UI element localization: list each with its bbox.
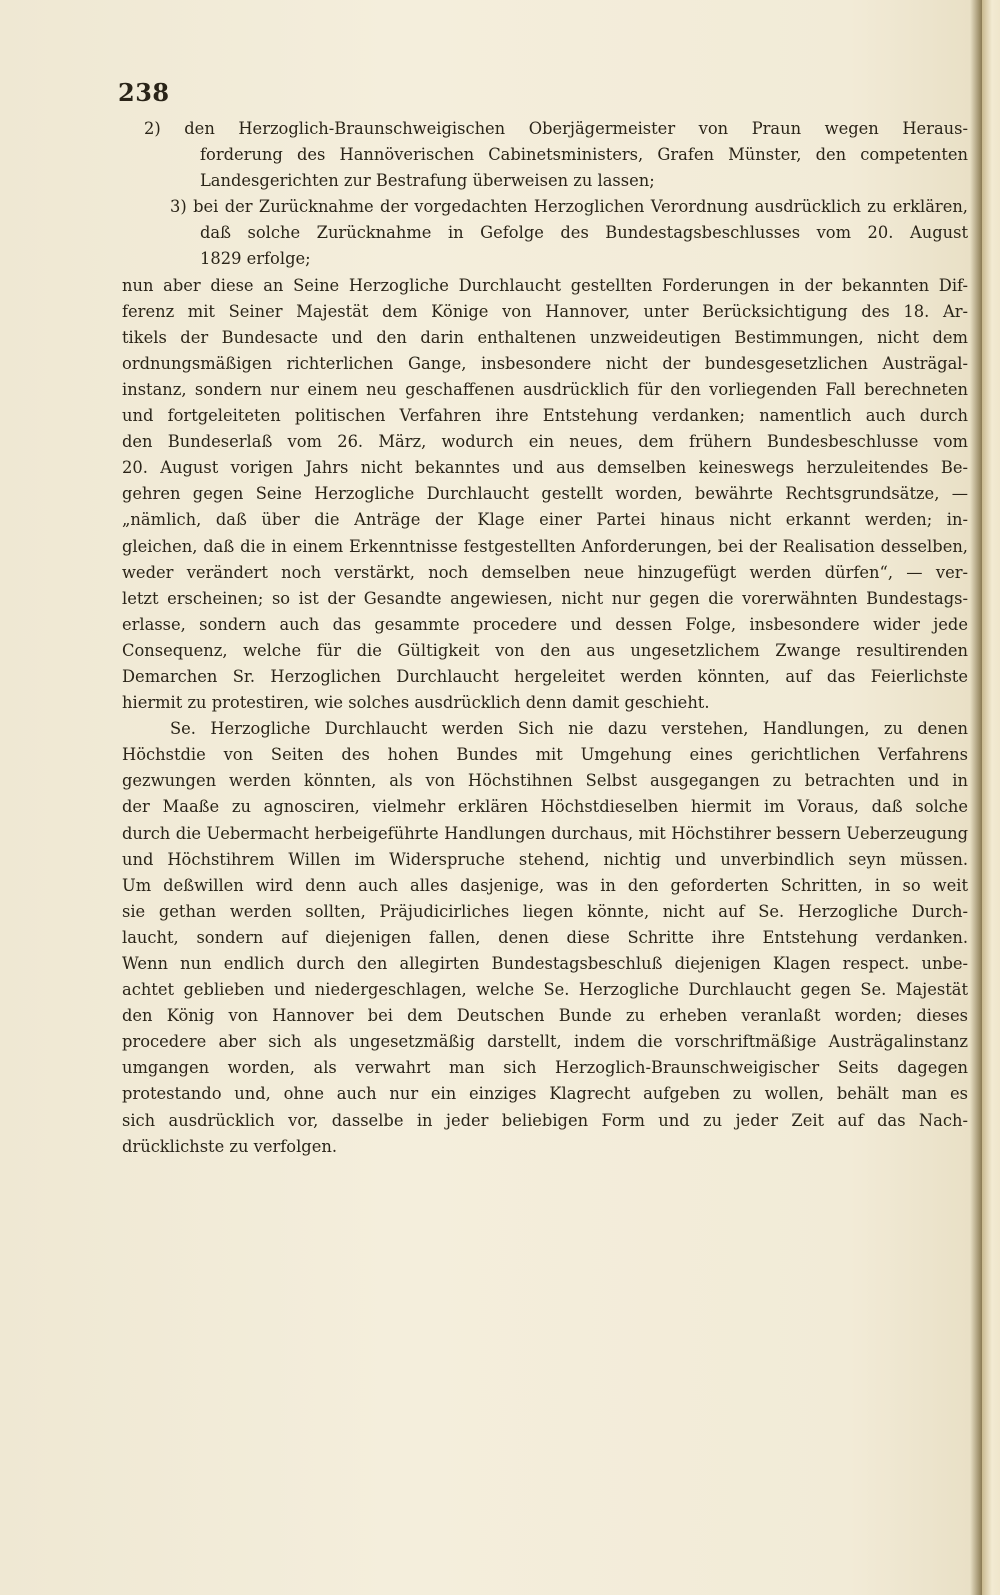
text-line: ordnungsmäßigen richterlichen Gange, insbesondere nicht der bundesgesetzlichen Austrägal- xyxy=(122,353,968,373)
text-line: Höchstdie von Seiten des hohen Bundes mit Umgehung eines gerichtlichen Verfahrens xyxy=(122,745,968,765)
text-line: gleichen, daß die in einem Erkenntnisse festgestellten Anforderungen, bei der Realisation desselben, xyxy=(122,536,968,556)
text-line: und fortgeleiteten politischen Verfahren ihre Entstehung verdanken; namentlich auch durch xyxy=(122,406,968,426)
text-line: Wenn nun endlich durch den allegirten Bundestagsbeschluß diejenigen Klagen respect. unbe- xyxy=(122,954,968,973)
text-line: procedere aber sich als ungesetzmäßig darstellt, indem die vorschriftmäßige Austrägalinstanz xyxy=(122,1032,968,1052)
text-line: nun aber diese an Seine Herzogliche Durchlaucht gestellten Forderungen in der bekannten Dif- xyxy=(122,275,968,295)
text-line: Landesgerichten zur Bestrafung überweisen zu lassen; xyxy=(200,171,655,191)
text-line: 20. August vorigen Jahrs nicht bekanntes und aus demselben keineswegs herzuleitendes Be- xyxy=(122,458,968,478)
text-line: durch die Uebermacht herbeigeführte Handlungen durchaus, mit Höchstihrer bessern Ueberzeugung xyxy=(122,823,968,843)
text-line: gehren gegen Seine Herzogliche Durchlaucht gestellt worden, bewährte Rechtsgrundsätze, — xyxy=(122,484,968,504)
text-line: den König von Hannover bei dem Deutschen Bunde zu erheben veranlaßt worden; dieses xyxy=(122,1006,968,1026)
text-line: 2) den Herzoglich-Braunschweigischen Oberjägermeister von Praun wegen Heraus- xyxy=(144,119,968,138)
text-line: sie gethan werden sollten, Präjudicirliches liegen könnte, nicht auf Se. Herzogliche Durch- xyxy=(122,901,968,921)
text-line: erlasse, sondern auch das gesammte procedere und dessen Folge, insbesondere wider jede xyxy=(122,614,968,634)
text-line: ferenz mit Seiner Majestät dem Könige von Hannover, unter Berücksichtigung des 18. Ar- xyxy=(122,301,968,321)
text-line: drücklichste zu verfolgen. xyxy=(122,1136,338,1156)
text-line: achtet geblieben und niedergeschlagen, welche Se. Herzogliche Durchlaucht gegen Se. Majestät xyxy=(122,980,968,1000)
text-line: Demarchen Sr. Herzoglichen Durchlaucht hergeleitet werden könnten, auf das Feierlichste xyxy=(122,666,968,686)
text-line: Consequenz, welche für die Gültigkeit von den aus ungesetzlichem Zwange resultirenden xyxy=(122,640,968,660)
book-spine-edge xyxy=(982,0,1000,1595)
text-line: instanz, sondern nur einem neu geschaffenen ausdrücklich für den vorliegenden Fall berechneten xyxy=(122,379,968,399)
text-line: gezwungen werden könnten, als von Höchstihnen Selbst ausgegangen zu betrachten und in xyxy=(122,771,968,791)
text-line: umgangen worden, als verwahrt man sich Herzoglich-Braunschweigischer Seits dagegen xyxy=(122,1058,968,1078)
text-line: 3) bei der Zurücknahme der vorgedachten Herzoglichen Verordnung ausdrücklich zu erklären, xyxy=(170,197,968,217)
text-line: sich ausdrücklich vor, dasselbe in jeder beliebigen Form und zu jeder Zeit auf das Nach- xyxy=(122,1110,968,1130)
text-line: protestando und, ohne auch nur ein einziges Klagrecht aufgeben zu wollen, behält man es xyxy=(122,1084,968,1104)
text-line: weder verändert noch verstärkt, noch demselben neue hinzugefügt werden dürfen“, — ver- xyxy=(122,562,968,582)
text-line: letzt erscheinen; so ist der Gesandte angewiesen, nicht nur gegen die vorerwähnten Bundestags- xyxy=(122,588,968,608)
text-line: der Maaße zu agnosciren, vielmehr erklären Höchstdieselben hiermit im Voraus, daß solche xyxy=(122,797,968,817)
text-line: hiermit zu protestiren, wie solches ausdrücklich denn damit geschieht. xyxy=(122,693,710,713)
text-line: „nämlich, daß über die Anträge der Klage einer Partei hinaus nicht erkannt werden; in- xyxy=(122,510,968,530)
page-number: 238 xyxy=(118,78,170,107)
text-line: Um deßwillen wird denn auch alles dasjenige, was in den geforderten Schritten, in so weit xyxy=(122,875,968,895)
text-line: tikels der Bundesacte und den darin enthaltenen unzweideutigen Bestimmungen, nicht dem xyxy=(122,327,968,347)
body-text xyxy=(122,116,968,1160)
text-line: forderung des Hannöverischen Cabinetsministers, Grafen Münster, den competenten xyxy=(200,145,968,165)
text-line: und Höchstihrem Willen im Widerspruche stehend, nichtig und unverbindlich seyn müssen. xyxy=(122,849,968,869)
text-line: laucht, sondern auf diejenigen fallen, denen diese Schritte ihre Entstehung verdanken. xyxy=(122,927,968,947)
text-line: Se. Herzogliche Durchlaucht werden Sich nie dazu verstehen, Handlungen, zu denen xyxy=(170,719,968,739)
text-line: den Bundeserlaß vom 26. März, wodurch ein neues, dem frühern Bundesbeschlusse vom xyxy=(122,432,968,452)
text-line: 1829 erfolge; xyxy=(200,249,311,269)
text-line: daß solche Zurücknahme in Gefolge des Bundestagsbeschlusses vom 20. August xyxy=(200,223,968,243)
